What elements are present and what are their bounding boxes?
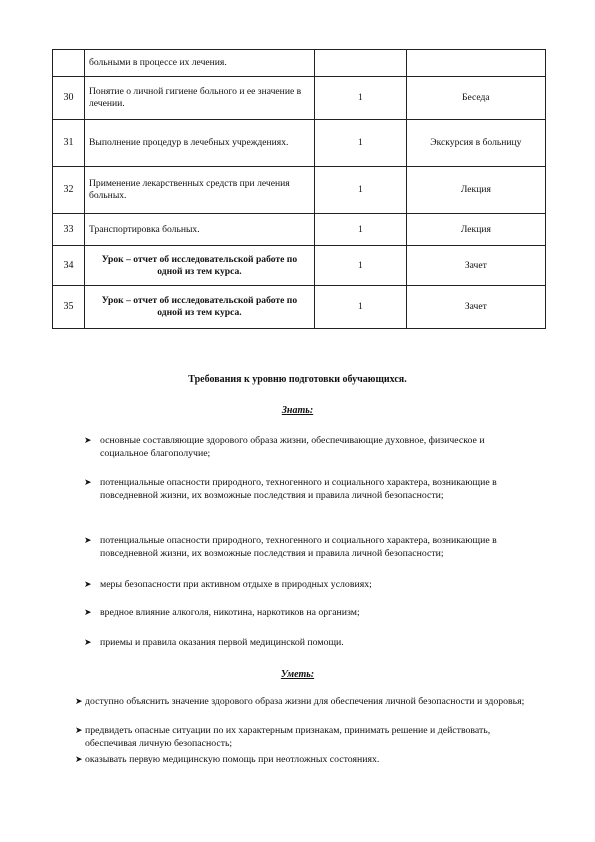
lesson-hours — [314, 50, 406, 77]
lesson-number — [53, 50, 85, 77]
table-row — [53, 246, 546, 286]
know-item-text: потенциальные опасности природного, техногенного и социального характера, возникающие в повседневной жизни, их возможные последствия и правила личной безопасности; — [100, 535, 497, 559]
requirements-title: Требования к уровню подготовки обучающихся. — [188, 374, 407, 385]
lesson-topic: Выполнение процедур в лечебных учреждениях. — [84, 120, 314, 167]
lesson-hours: 1 — [314, 246, 406, 286]
arrowhead-bullet-icon: ➤ — [75, 725, 83, 735]
can-item — [75, 695, 535, 708]
can-item — [75, 724, 535, 750]
arrowhead-bullet-icon: ➤ — [84, 607, 92, 617]
can-item-text: оказывать первую медицинскую помощь при неотложных состояниях. — [85, 754, 380, 765]
know-item — [84, 606, 524, 619]
lesson-form: Зачет — [406, 246, 545, 286]
lesson-number: 30 — [53, 77, 85, 120]
lesson-topic: Применение лекарственных средств при лечения больных. — [84, 167, 314, 214]
know-item-text: вредное влияние алкоголя, никотина, наркотиков на организм; — [100, 607, 360, 618]
know-heading: Знать: — [281, 405, 314, 416]
table-row — [53, 77, 546, 120]
can-item-text: предвидеть опасные ситуации по их характерным признакам, принимать решение и действовать, обеспечивая личную безопасность; — [85, 725, 491, 749]
arrowhead-bullet-icon: ➤ — [84, 637, 92, 647]
lesson-hours: 1 — [314, 120, 406, 167]
table-row — [53, 286, 546, 329]
table-row — [53, 50, 546, 77]
table-row — [53, 214, 546, 246]
lesson-topic: Транспортировка больных. — [84, 214, 314, 246]
table-row — [53, 167, 546, 214]
lesson-form: Зачет — [406, 286, 545, 329]
can-item-text: доступно объяснить значение здорового образа жизни для обеспечения личной безопасности и здоровья; — [85, 696, 525, 707]
lesson-number: 35 — [53, 286, 85, 329]
know-item-text: меры безопасности при активном отдыхе в природных условиях; — [100, 579, 372, 590]
know-item-text: основные составляющие здорового образа жизни, обеспечивающие духовное, физическое и социальное благополучие; — [100, 435, 485, 459]
lesson-hours: 1 — [314, 77, 406, 120]
arrowhead-bullet-icon: ➤ — [84, 535, 92, 545]
table-row — [53, 120, 546, 167]
lesson-form: Лекция — [406, 167, 545, 214]
lesson-topic: Понятие о личной гигиене больного и ее значение в лечении. — [84, 77, 314, 120]
lesson-number: 31 — [53, 120, 85, 167]
arrowhead-bullet-icon: ➤ — [75, 696, 83, 706]
lesson-form: Лекция — [406, 214, 545, 246]
lessons-table — [52, 49, 546, 329]
lesson-topic: Урок – отчет об исследовательской работе по одной из тем курса. — [84, 246, 314, 286]
lesson-hours: 1 — [314, 214, 406, 246]
lesson-topic: больными в процессе их лечения. — [84, 50, 314, 77]
arrowhead-bullet-icon: ➤ — [84, 579, 92, 589]
know-item — [84, 578, 524, 591]
know-item-text: потенциальные опасности природного, техногенного и социального характера, возникающие в повседневной жизни, их возможные последствия и правила личной безопасности; — [100, 477, 497, 501]
lesson-form — [406, 50, 545, 77]
know-item — [84, 476, 524, 502]
lesson-number: 32 — [53, 167, 85, 214]
lesson-topic: Урок – отчет об исследовательской работе по одной из тем курса. — [84, 286, 314, 329]
can-item — [75, 753, 535, 766]
lesson-hours: 1 — [314, 286, 406, 329]
arrowhead-bullet-icon: ➤ — [75, 754, 83, 764]
know-item — [84, 434, 524, 460]
can-heading: Уметь: — [280, 669, 315, 680]
know-item — [84, 636, 524, 649]
know-item-text: приемы и правила оказания первой медицинской помощи. — [100, 637, 344, 648]
lesson-number: 34 — [53, 246, 85, 286]
arrowhead-bullet-icon: ➤ — [84, 477, 92, 487]
lesson-form: Беседа — [406, 77, 545, 120]
know-item — [84, 534, 524, 560]
lesson-hours: 1 — [314, 167, 406, 214]
lesson-form: Экскурсия в больницу — [406, 120, 545, 167]
lesson-number: 33 — [53, 214, 85, 246]
arrowhead-bullet-icon: ➤ — [84, 435, 92, 445]
